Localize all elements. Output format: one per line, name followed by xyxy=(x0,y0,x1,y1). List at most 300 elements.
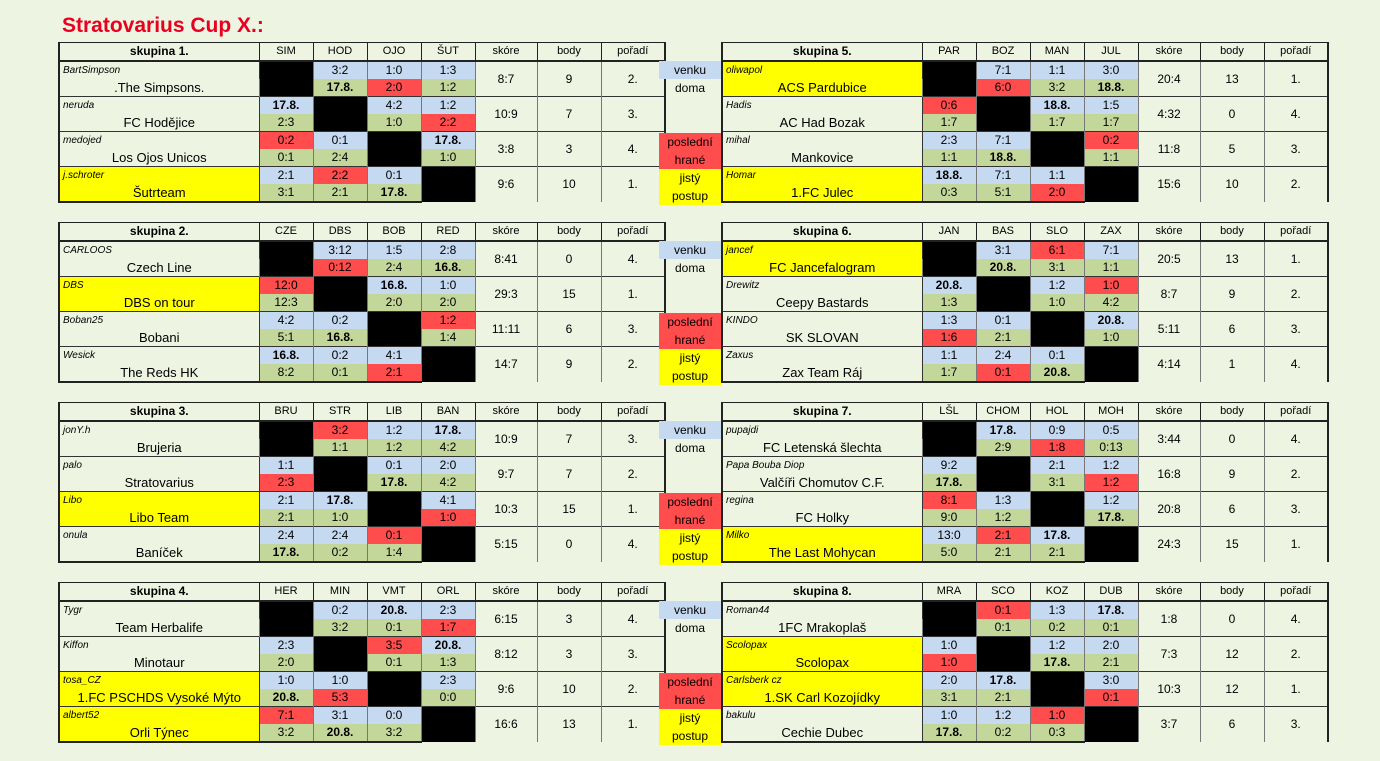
team-name: Stratovarius xyxy=(59,474,259,492)
away-result: 1:0 xyxy=(313,672,367,690)
self-match-cell xyxy=(421,167,475,203)
home-result: 1:4 xyxy=(367,544,421,562)
away-result: 1:2 xyxy=(1030,277,1084,295)
away-result: 3:12 xyxy=(313,241,367,259)
home-result: 1:7 xyxy=(922,364,976,382)
home-result: 0:2 xyxy=(1030,619,1084,637)
team-score: 9:6 xyxy=(475,672,537,707)
team-abbr-header: SCO xyxy=(976,583,1030,602)
team-score: 10:9 xyxy=(475,97,537,132)
team-score: 11:11 xyxy=(475,312,537,347)
legend-home: doma xyxy=(674,621,706,635)
home-result: 5:1 xyxy=(259,329,313,347)
away-result: 3:1 xyxy=(313,707,367,725)
away-result: 2:4 xyxy=(976,347,1030,365)
away-result: 2:8 xyxy=(421,241,475,259)
team-name: Los Ojos Unicos xyxy=(59,149,259,167)
team-name: Orli Týnec xyxy=(59,724,259,742)
home-result: 20.8. xyxy=(976,259,1030,277)
away-result: 0:2 xyxy=(313,312,367,330)
legend-away: venku xyxy=(659,241,721,259)
legend-sure-advance-2: postup xyxy=(659,547,721,565)
team-rank: 1. xyxy=(1264,527,1328,563)
away-result: 2:1 xyxy=(1030,457,1084,475)
legend-last-played-2: hrané xyxy=(659,151,721,169)
team-points: 13 xyxy=(537,707,601,743)
self-match-cell xyxy=(313,277,367,312)
group-name: skupina 8. xyxy=(722,583,922,602)
away-result: 9:2 xyxy=(922,457,976,475)
team-rank: 4. xyxy=(601,601,665,637)
team-score: 20:5 xyxy=(1138,241,1200,277)
team-user: regina xyxy=(722,492,922,510)
team-points: 9 xyxy=(537,347,601,383)
team-user: KINDO xyxy=(722,312,922,330)
away-result: 0:1 xyxy=(1030,347,1084,365)
team-points: 13 xyxy=(1200,61,1264,97)
away-result: 2:3 xyxy=(421,672,475,690)
home-result: 0:3 xyxy=(1030,724,1084,742)
team-row xyxy=(59,527,665,545)
rank-header: pořadí xyxy=(601,223,665,242)
legend-home: doma xyxy=(674,81,706,95)
home-result: 1:2 xyxy=(976,509,1030,527)
self-match-cell xyxy=(1030,492,1084,527)
team-abbr-header: CZE xyxy=(259,223,313,242)
home-result: 2:0 xyxy=(421,294,475,312)
group-table xyxy=(58,402,666,563)
away-result: 1:3 xyxy=(922,312,976,330)
score-header: skóre xyxy=(1138,223,1200,242)
home-result: 1:2 xyxy=(367,439,421,457)
team-row xyxy=(722,241,1328,259)
away-result: 1:1 xyxy=(1030,167,1084,185)
away-result: 1:2 xyxy=(1030,637,1084,655)
home-result: 20.8. xyxy=(259,689,313,707)
away-result: 17.8. xyxy=(421,132,475,150)
self-match-cell xyxy=(976,97,1030,132)
away-result: 17.8. xyxy=(421,421,475,439)
home-result: 1:0 xyxy=(313,509,367,527)
legend-home: doma xyxy=(674,441,706,455)
home-result: 3:2 xyxy=(367,724,421,742)
away-result: 2:4 xyxy=(313,527,367,545)
team-name: FC Letenská šlechta xyxy=(722,439,922,457)
team-name: Zax Team Ráj xyxy=(722,364,922,382)
home-result: 0:1 xyxy=(259,149,313,167)
away-result: 1:0 xyxy=(1084,277,1138,295)
home-result: 2:1 xyxy=(259,509,313,527)
team-abbr-header: RED xyxy=(421,223,475,242)
home-result: 2:3 xyxy=(259,474,313,492)
team-rank: 1. xyxy=(601,167,665,203)
team-name: Valčíři Chomutov C.F. xyxy=(722,474,922,492)
team-abbr-header: PAR xyxy=(922,43,976,62)
away-result: 4:1 xyxy=(367,347,421,365)
team-points: 0 xyxy=(537,527,601,563)
home-result: 0:1 xyxy=(1084,689,1138,707)
team-score: 8:7 xyxy=(475,61,537,97)
self-match-cell xyxy=(367,132,421,167)
away-result: 4:1 xyxy=(421,492,475,510)
score-header: skóre xyxy=(475,43,537,62)
rank-header: pořadí xyxy=(601,43,665,62)
points-header: body xyxy=(1200,403,1264,422)
group-table xyxy=(721,402,1329,563)
home-result: 1:7 xyxy=(421,619,475,637)
team-score: 8:12 xyxy=(475,637,537,672)
home-result: 1:7 xyxy=(922,114,976,132)
home-result: 17.8. xyxy=(922,474,976,492)
away-result: 13:0 xyxy=(922,527,976,545)
team-score: 4:14 xyxy=(1138,347,1200,383)
away-result: 1:0 xyxy=(922,637,976,655)
group-table xyxy=(721,222,1329,383)
home-result: 0:12 xyxy=(313,259,367,277)
team-row xyxy=(59,61,665,79)
team-user: onula xyxy=(59,527,259,545)
away-result: 1:0 xyxy=(1030,707,1084,725)
team-name: The Last Mohycan xyxy=(722,544,922,562)
points-header: body xyxy=(537,43,601,62)
away-result: 0:6 xyxy=(922,97,976,115)
team-points: 6 xyxy=(537,312,601,347)
team-rank: 4. xyxy=(601,241,665,277)
team-user: albert52 xyxy=(59,707,259,725)
team-rank: 2. xyxy=(601,61,665,97)
score-header: skóre xyxy=(475,223,537,242)
team-user: Kiffon xyxy=(59,637,259,655)
team-row xyxy=(722,707,1328,725)
self-match-cell xyxy=(1084,527,1138,563)
away-result: 2:0 xyxy=(421,457,475,475)
group-table xyxy=(58,582,666,743)
team-score: 10:3 xyxy=(1138,672,1200,707)
away-result: 7:1 xyxy=(1084,241,1138,259)
score-header: skóre xyxy=(1138,583,1200,602)
away-result: 1:0 xyxy=(259,672,313,690)
away-result: 1:3 xyxy=(976,492,1030,510)
team-abbr-header: DBS xyxy=(313,223,367,242)
rank-header: pořadí xyxy=(601,583,665,602)
home-result: 0:13 xyxy=(1084,439,1138,457)
team-user: Roman44 xyxy=(722,601,922,619)
team-rank: 3. xyxy=(1264,132,1328,167)
team-name: FC Holky xyxy=(722,509,922,527)
team-row xyxy=(722,637,1328,655)
team-row xyxy=(59,132,665,150)
score-header: skóre xyxy=(475,583,537,602)
away-result: 1:2 xyxy=(421,312,475,330)
team-name: Šutrteam xyxy=(59,184,259,202)
away-result: 20.8. xyxy=(1084,312,1138,330)
away-result: 0:2 xyxy=(259,132,313,150)
home-result: 2:4 xyxy=(313,149,367,167)
team-abbr-header: BOZ xyxy=(976,43,1030,62)
team-points: 0 xyxy=(537,241,601,277)
team-rank: 1. xyxy=(601,277,665,312)
team-user: medojed xyxy=(59,132,259,150)
home-result: 2:0 xyxy=(1030,184,1084,202)
team-name: Czech Line xyxy=(59,259,259,277)
away-result: 0:9 xyxy=(1030,421,1084,439)
home-result: 2:1 xyxy=(1084,654,1138,672)
group-name: skupina 4. xyxy=(59,583,259,602)
away-result: 2:1 xyxy=(976,527,1030,545)
team-rank: 1. xyxy=(1264,61,1328,97)
team-user: BartSimpson xyxy=(59,61,259,79)
team-name: 1.FC Julec xyxy=(722,184,922,202)
team-user: jonY.h xyxy=(59,421,259,439)
home-result: 3:1 xyxy=(1030,474,1084,492)
team-row xyxy=(722,421,1328,439)
team-abbr-header: HOL xyxy=(1030,403,1084,422)
team-score: 29:3 xyxy=(475,277,537,312)
away-result: 3:2 xyxy=(313,61,367,79)
team-abbr-header: MRA xyxy=(922,583,976,602)
team-row xyxy=(59,241,665,259)
team-abbr-header: MAN xyxy=(1030,43,1084,62)
home-result: 3:2 xyxy=(313,619,367,637)
home-result: 1:4 xyxy=(421,329,475,347)
team-abbr-header: BAN xyxy=(421,403,475,422)
team-points: 13 xyxy=(1200,241,1264,277)
team-name: Bobani xyxy=(59,329,259,347)
away-result: 1:0 xyxy=(367,61,421,79)
team-score: 8:7 xyxy=(1138,277,1200,312)
team-score: 5:11 xyxy=(1138,312,1200,347)
team-name: FC Hodějice xyxy=(59,114,259,132)
away-result: 3:2 xyxy=(313,421,367,439)
team-user: Tygr xyxy=(59,601,259,619)
team-name: 1.FC PSCHDS Vysoké Mýto xyxy=(59,689,259,707)
away-result: 4:2 xyxy=(367,97,421,115)
team-user: bakulu xyxy=(722,707,922,725)
home-result: 1:1 xyxy=(1084,259,1138,277)
team-name: Mankovice xyxy=(722,149,922,167)
home-result: 0:2 xyxy=(313,544,367,562)
team-name: Brujeria xyxy=(59,439,259,457)
home-result: 1:0 xyxy=(922,654,976,672)
home-result: 1:2 xyxy=(1084,474,1138,492)
away-result: 2:0 xyxy=(1084,637,1138,655)
away-result: 1:2 xyxy=(1084,457,1138,475)
away-result: 1:5 xyxy=(367,241,421,259)
self-match-cell xyxy=(1084,707,1138,743)
team-points: 3 xyxy=(537,132,601,167)
team-user: palo xyxy=(59,457,259,475)
home-result: 1:0 xyxy=(367,114,421,132)
team-points: 7 xyxy=(537,421,601,457)
points-header: body xyxy=(537,403,601,422)
team-points: 10 xyxy=(537,672,601,707)
home-result: 2:2 xyxy=(421,114,475,132)
team-points: 3 xyxy=(537,637,601,672)
home-result: 17.8. xyxy=(1084,509,1138,527)
away-result: 12:0 xyxy=(259,277,313,295)
team-points: 0 xyxy=(1200,421,1264,457)
away-result: 3:0 xyxy=(1084,61,1138,79)
self-match-cell xyxy=(1084,167,1138,203)
away-result: 20.8. xyxy=(367,601,421,619)
team-user: Drewitz xyxy=(722,277,922,295)
team-row xyxy=(59,277,665,295)
away-result: 16.8. xyxy=(259,347,313,365)
away-result: 0:2 xyxy=(313,601,367,619)
team-abbr-header: VMT xyxy=(367,583,421,602)
team-row xyxy=(59,707,665,725)
team-name: Minotaur xyxy=(59,654,259,672)
team-score: 3:7 xyxy=(1138,707,1200,743)
group-table xyxy=(721,42,1329,203)
legend-sure-advance: jistý xyxy=(659,529,721,547)
team-rank: 4. xyxy=(1264,347,1328,383)
team-rank: 1. xyxy=(1264,672,1328,707)
away-result: 3:1 xyxy=(976,241,1030,259)
self-match-cell xyxy=(1030,132,1084,167)
home-result: 0:1 xyxy=(367,619,421,637)
team-score: 10:9 xyxy=(475,421,537,457)
group-table xyxy=(58,222,666,383)
team-points: 6 xyxy=(1200,492,1264,527)
home-result: 2:0 xyxy=(367,79,421,97)
team-rank: 3. xyxy=(1264,707,1328,743)
home-result: 4:2 xyxy=(421,439,475,457)
team-name: Scolopax xyxy=(722,654,922,672)
team-row xyxy=(722,61,1328,79)
team-user: Homar xyxy=(722,167,922,185)
home-result: 17.8. xyxy=(1030,654,1084,672)
home-result: 3:2 xyxy=(1030,79,1084,97)
team-user: Milko xyxy=(722,527,922,545)
home-result: 2:1 xyxy=(976,544,1030,562)
home-result: 16.8. xyxy=(421,259,475,277)
away-result: 1:3 xyxy=(1030,601,1084,619)
home-result: 1:1 xyxy=(313,439,367,457)
away-result: 0:2 xyxy=(1084,132,1138,150)
home-result: 4:2 xyxy=(1084,294,1138,312)
team-rank: 3. xyxy=(1264,492,1328,527)
home-result: 1:1 xyxy=(1084,149,1138,167)
self-match-cell xyxy=(976,457,1030,492)
self-match-cell xyxy=(367,672,421,707)
away-result: 2:3 xyxy=(421,601,475,619)
team-score: 20:8 xyxy=(1138,492,1200,527)
team-name: 1.SK Carl Kozojídky xyxy=(722,689,922,707)
team-row xyxy=(722,132,1328,150)
self-match-cell xyxy=(922,61,976,97)
self-match-cell xyxy=(976,637,1030,672)
away-result: 2:0 xyxy=(922,672,976,690)
self-match-cell xyxy=(922,421,976,457)
team-abbr-header: LŠL xyxy=(922,403,976,422)
self-match-cell xyxy=(421,527,475,563)
legend-last-played-2: hrané xyxy=(659,511,721,529)
points-header: body xyxy=(537,583,601,602)
team-name: SK SLOVAN xyxy=(722,329,922,347)
home-result: 17.8. xyxy=(259,544,313,562)
points-header: body xyxy=(537,223,601,242)
team-abbr-header: STR xyxy=(313,403,367,422)
rank-header: pořadí xyxy=(601,403,665,422)
away-result: 1:1 xyxy=(922,347,976,365)
team-name: .The Simpsons. xyxy=(59,79,259,97)
team-points: 3 xyxy=(537,601,601,637)
away-result: 2:3 xyxy=(259,637,313,655)
team-abbr-header: ŠUT xyxy=(421,43,475,62)
team-row xyxy=(722,97,1328,115)
legend-last-played-2: hrané xyxy=(659,691,721,709)
away-result: 17.8. xyxy=(976,421,1030,439)
points-header: body xyxy=(1200,43,1264,62)
team-points: 12 xyxy=(1200,637,1264,672)
away-result: 17.8. xyxy=(976,672,1030,690)
team-score: 1:8 xyxy=(1138,601,1200,637)
away-result: 8:1 xyxy=(922,492,976,510)
home-result: 0:1 xyxy=(313,364,367,382)
team-rank: 4. xyxy=(1264,421,1328,457)
legend-home: doma xyxy=(674,261,706,275)
team-score: 14:7 xyxy=(475,347,537,383)
home-result: 1:3 xyxy=(922,294,976,312)
team-abbr-header: SLO xyxy=(1030,223,1084,242)
group-name: skupina 1. xyxy=(59,43,259,62)
team-rank: 4. xyxy=(601,132,665,167)
score-header: skóre xyxy=(1138,403,1200,422)
team-rank: 3. xyxy=(601,421,665,457)
team-name: DBS on tour xyxy=(59,294,259,312)
group-table xyxy=(58,42,666,203)
home-result: 3:1 xyxy=(259,184,313,202)
home-result: 17.8. xyxy=(367,184,421,202)
away-result: 6:1 xyxy=(1030,241,1084,259)
home-result: 1:0 xyxy=(421,509,475,527)
away-result: 17.8. xyxy=(1084,601,1138,619)
team-name: Cechie Dubec xyxy=(722,724,922,742)
legend-sure-advance-2: postup xyxy=(659,187,721,205)
rank-header: pořadí xyxy=(1264,43,1328,62)
self-match-cell xyxy=(1030,312,1084,347)
home-result: 1:0 xyxy=(1084,329,1138,347)
group-name: skupina 7. xyxy=(722,403,922,422)
team-row xyxy=(722,527,1328,545)
self-match-cell xyxy=(367,312,421,347)
team-abbr-header: MOH xyxy=(1084,403,1138,422)
home-result: 2:1 xyxy=(367,364,421,382)
home-result: 2:4 xyxy=(367,259,421,277)
home-result: 3:1 xyxy=(1030,259,1084,277)
self-match-cell xyxy=(922,241,976,277)
away-result: 20.8. xyxy=(421,637,475,655)
legend-last-played: poslední xyxy=(659,673,721,691)
team-abbr-header: OJO xyxy=(367,43,421,62)
team-name: FC Jancefalogram xyxy=(722,259,922,277)
home-result: 5:3 xyxy=(313,689,367,707)
home-result: 1:7 xyxy=(1084,114,1138,132)
points-header: body xyxy=(1200,583,1264,602)
home-result: 1:6 xyxy=(922,329,976,347)
team-score: 24:3 xyxy=(1138,527,1200,563)
self-match-cell xyxy=(259,421,313,457)
away-result: 0:1 xyxy=(367,457,421,475)
team-abbr-header: JAN xyxy=(922,223,976,242)
team-user: Hadis xyxy=(722,97,922,115)
team-rank: 4. xyxy=(1264,601,1328,637)
team-score: 10:3 xyxy=(475,492,537,527)
self-match-cell xyxy=(976,277,1030,312)
group-table xyxy=(721,582,1329,743)
legend-away: venku xyxy=(659,421,721,439)
